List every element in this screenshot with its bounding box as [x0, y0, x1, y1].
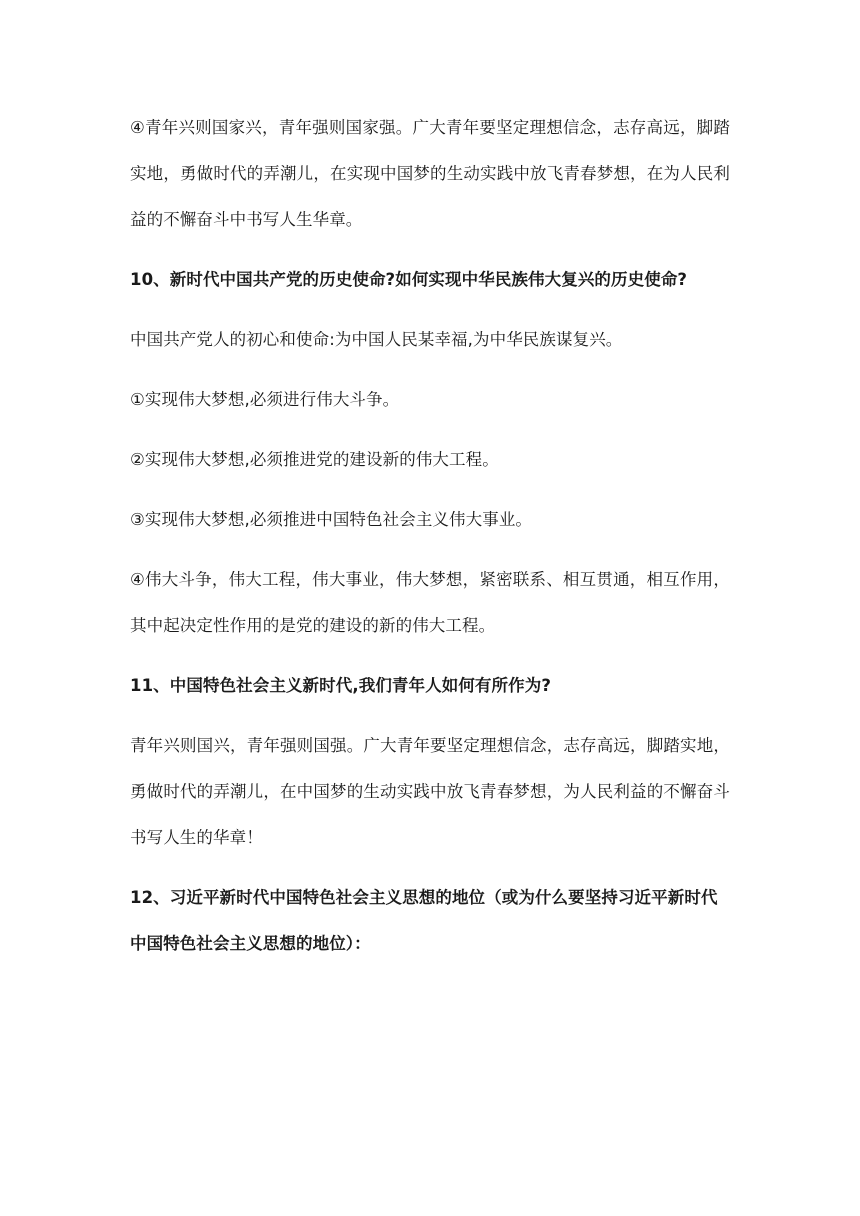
- paragraph-great-project: ②实现伟大梦想,必须推进党的建设新的伟大工程。: [130, 450, 499, 469]
- question-11-heading: 11、中国特色社会主义新时代,我们青年人如何有所作为?: [130, 676, 552, 695]
- document-page: [130, 105, 730, 981]
- paragraph-youth-nation: ④青年兴则国家兴，青年强则国家强。广大青年要坚定理想信念，志存高远，脚踏实地，勇做时代的弄潮儿，在实现中国梦的生动实践中放飞青春梦想，在为人民利益的不懈奋斗中书写人生华章。: [130, 118, 730, 229]
- paragraph-original-mission: 中国共产党人的初心和使命:为中国人民某幸福,为中华民族谋复兴。: [130, 330, 623, 349]
- question-10-heading: 10、新时代中国共产党的历史使命?如何实现中华民族伟大复兴的历史使命?: [130, 270, 688, 289]
- paragraph-great-struggle: ①实现伟大梦想,必须进行伟大斗争。: [130, 390, 400, 409]
- paragraph-great-cause: ③实现伟大梦想,必须推进中国特色社会主义伟大事业。: [130, 510, 533, 529]
- paragraph-youth-action: 青年兴则国兴，青年强则国强。广大青年要坚定理想信念，志存高远，脚踏实地，勇做时代的弄潮儿，在中国梦的生动实践中放飞青春梦想，为人民利益的不懈奋斗书写人生的华章！: [130, 736, 730, 847]
- paragraph-four-greats: ④伟大斗争，伟大工程，伟大事业，伟大梦想，紧密联系、相互贯通，相互作用，其中起决定性作用的是党的建设的新的伟大工程。: [130, 570, 730, 635]
- question-12-heading: 12、习近平新时代中国特色社会主义思想的地位（或为什么要坚持习近平新时代中国特色社会主义思想的地位）：: [130, 888, 718, 953]
